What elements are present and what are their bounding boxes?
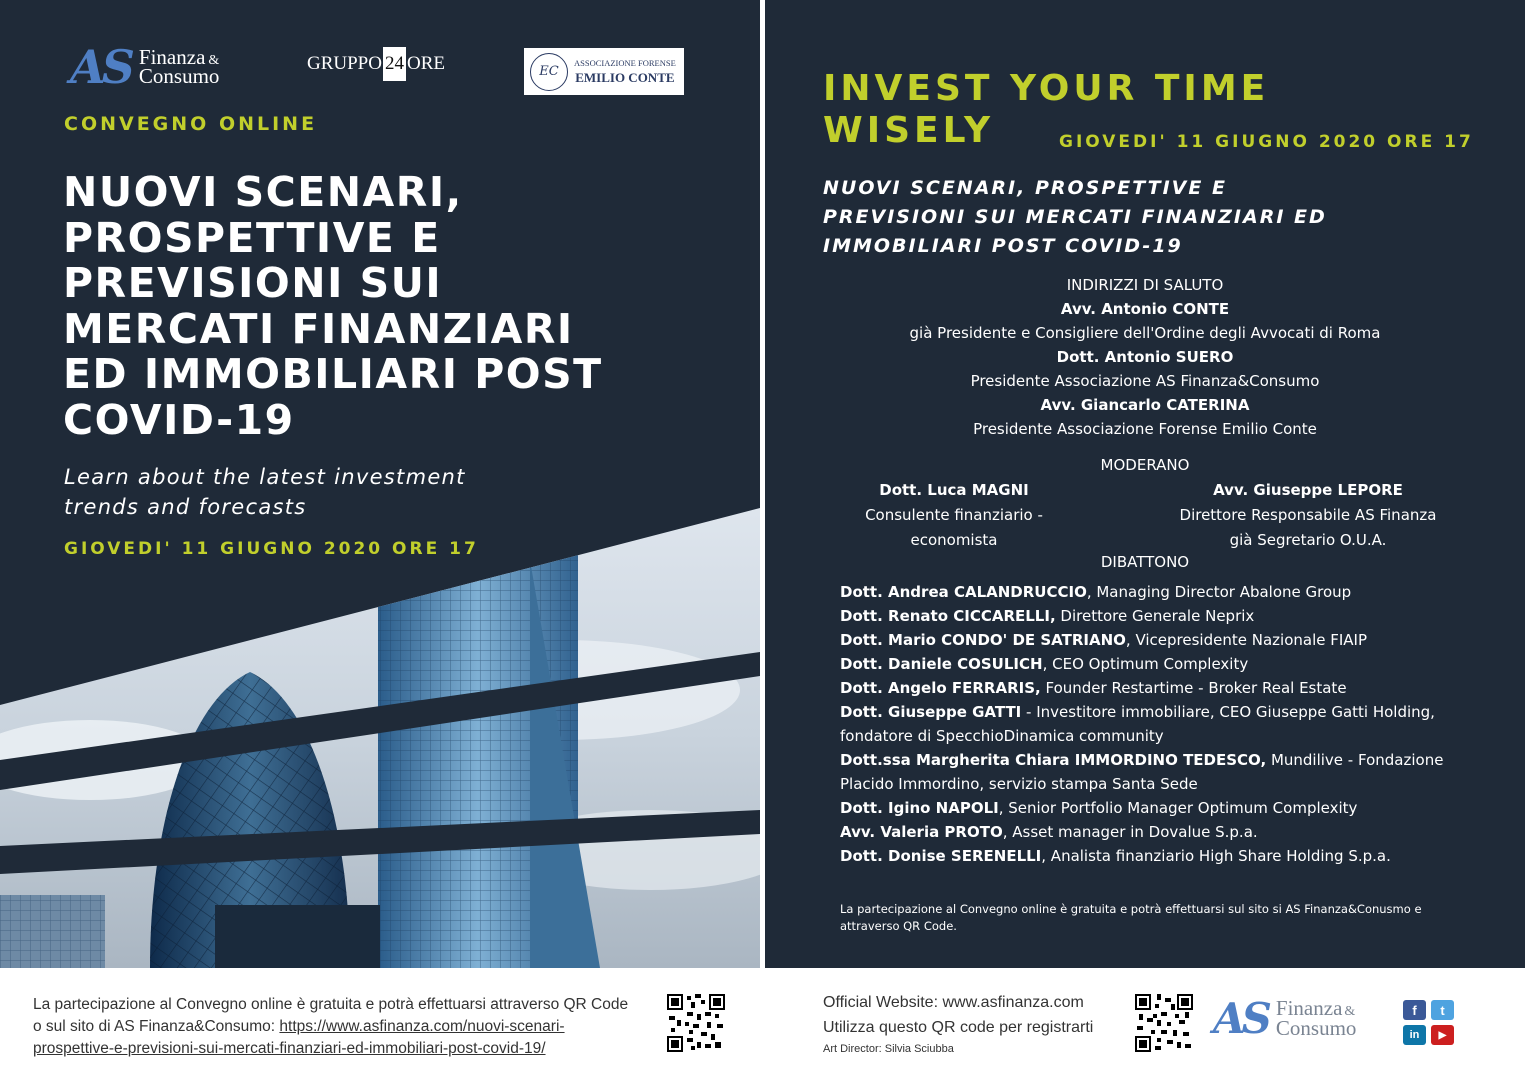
debater-role: , Asset manager in Dovalue S.p.a. (1002, 823, 1258, 841)
debater-role: Mundilive - Fondazione Placido Immordino, servizio stampa Santa Sede (840, 751, 1444, 793)
debater-name: Dott. Giuseppe GATTI (840, 703, 1022, 721)
debater-name: Dott. Angelo FERRARIS, (840, 679, 1041, 697)
right-footer (765, 968, 1525, 1078)
as-logo-line2: Consumo (1275, 1015, 1357, 1040)
debater-role: , Vicepresidente Nazionale FIAIP (1125, 631, 1368, 649)
left-footer-text (33, 994, 663, 1060)
youtube-icon[interactable]: ▶ (1431, 1025, 1454, 1045)
debater-role: Founder Restartime - Broker Real Estate (1040, 679, 1347, 697)
debater-role: , CEO Optimum Complexity (1042, 655, 1249, 673)
official-website[interactable]: Official Website: www.asfinanza.com (823, 994, 1084, 1011)
emilio-logo-line2: EMILIO CONTE (575, 69, 675, 85)
debater-name: Dott.ssa Margherita Chiara IMMORDINO TEDESCO, (840, 751, 1267, 769)
twitter-icon[interactable]: t (1431, 1000, 1454, 1020)
art-director: Art Director: Silvia Sciubba (823, 1043, 954, 1055)
as-logo-line2: Consumo (138, 64, 220, 89)
footer-line: La partecipazione al Convegno online è gratuita e potrà effettuarsi attraverso QR Code (33, 996, 629, 1013)
emilio-conte-logo (524, 48, 684, 95)
greeter-name: Avv. Antonio CONTE (1060, 300, 1230, 318)
gruppo-logo-number: 24 (383, 47, 406, 81)
debater-item (840, 700, 1480, 748)
as-logo-amp: & (1344, 1004, 1356, 1020)
facebook-icon[interactable]: f (1403, 1000, 1426, 1020)
debater-item (840, 628, 1480, 652)
greeter-role: Presidente Associazione AS Finanza&Consumo (970, 372, 1320, 390)
greetings-label: INDIRIZZI DI SALUTO (1066, 276, 1224, 294)
greetings-section (765, 273, 1525, 441)
convegno-kicker: CONVEGNO ONLINE (64, 113, 318, 135)
debaters-label: DIBATTONO (1100, 553, 1190, 571)
debater-item (840, 820, 1480, 844)
qr-hint: Utilizza questo QR code per registrarti (823, 1019, 1094, 1036)
debater-item (840, 676, 1480, 700)
greeter-name: Avv. Giancarlo CATERINA (1040, 396, 1250, 414)
qr-code-icon[interactable] (667, 994, 725, 1052)
debater-item (840, 796, 1480, 820)
registration-link[interactable]: https://www.asfinanza.com/nuovi-scenari- (279, 1018, 565, 1035)
as-logo-line1: Finanza (138, 44, 206, 69)
moderator-name: Avv. Giuseppe LEPORE (1213, 481, 1403, 499)
debater-role: Direttore Generale Neprix (1055, 607, 1255, 625)
greeter-role: già Presidente e Consigliere dell'Ordine degli Avvocati di Roma (909, 324, 1381, 342)
footer-line: o sul sito di AS Finanza&Consumo: (33, 1018, 280, 1035)
debater-item (840, 580, 1480, 604)
invest-heading-line2: WISELY (823, 110, 995, 151)
as-logo-line1: Finanza (1275, 996, 1343, 1021)
as-logo-amp: & (208, 52, 220, 68)
debater-role: , Analista finanziario High Share Holding S.p.a. (1041, 847, 1391, 865)
as-logo-mark: AS (70, 40, 131, 94)
moderators-label: MODERANO (1100, 456, 1190, 474)
debater-name: Dott. Andrea CALANDRUCCIO (840, 583, 1087, 601)
debater-role: - Investitore immobiliare, CEO Giuseppe Gatti Holding, fondatore di SpecchioDinamica community (840, 703, 1435, 745)
participation-note: La partecipazione al Convegno online è gratuita e potrà effettuarsi sul sito si AS Finanza&Conusmo e attraverso QR Code. (840, 902, 1422, 933)
debater-name: Dott. Daniele COSULICH (840, 655, 1043, 673)
left-footer (0, 968, 760, 1078)
emilio-seal-icon: EC (530, 53, 568, 91)
registration-link[interactable]: prospettive-e-previsioni-sui-mercati-finanziari-ed-immobiliari-post-covid-19/ (33, 1040, 546, 1057)
as-logo-mark: AS (1213, 994, 1268, 1043)
event-title: NUOVI SCENARI, PROSPETTIVE E PREVISIONI SUI MERCATI FINANZIARI ED IMMOBILIARI POST COVID-19 (63, 168, 603, 444)
debater-name: Dott. Renato CICCARELLI, (840, 607, 1056, 625)
right-event-date: GIOVEDI' 11 GIUGNO 2020 ORE 17 (1059, 132, 1474, 152)
right-panel (765, 0, 1525, 968)
greeter-role: Presidente Associazione Forense Emilio Conte (973, 420, 1317, 438)
gruppo-logo-pre: GRUPPO (307, 53, 382, 74)
gruppo-logo-post: ORE (406, 53, 445, 74)
debater-item (840, 604, 1480, 628)
moderator-card (1163, 478, 1453, 553)
moderator-role: Direttore Responsabile AS Finanza (1179, 506, 1437, 524)
debater-name: Dott. Igino NAPOLI (840, 799, 999, 817)
invest-heading-line1: INVEST YOUR TIME (823, 68, 1270, 109)
debater-name: Avv. Valeria PROTO (840, 823, 1003, 841)
left-panel (0, 0, 760, 968)
as-finanza-logo (70, 40, 219, 94)
debater-item (840, 748, 1480, 796)
as-finanza-footer-logo (1213, 994, 1356, 1043)
event-subtitle: Learn about the latest investment trends and forecasts (64, 465, 466, 519)
moderator-name: Dott. Luca MAGNI (879, 481, 1029, 499)
moderator-role: Consulente finanziario - (865, 506, 1043, 524)
qr-code-icon[interactable] (1135, 994, 1193, 1052)
debater-item (840, 844, 1480, 868)
gruppo-24-ore-logo (307, 47, 445, 81)
moderator-role: economista (910, 531, 998, 549)
debater-name: Dott. Donise SERENELLI (840, 847, 1042, 865)
greeter-name: Dott. Antonio SUERO (1056, 348, 1234, 366)
moderator-card (829, 478, 1079, 553)
linkedin-icon[interactable]: in (1403, 1025, 1426, 1045)
emilio-logo-line1: ASSOCIAZIONE FORENSE (574, 57, 676, 68)
debater-role: , Managing Director Abalone Group (1086, 583, 1352, 601)
moderator-role: già Segretario O.U.A. (1229, 531, 1387, 549)
debater-role: , Senior Portfolio Manager Optimum Complexity (998, 799, 1358, 817)
right-footer-text (823, 990, 1093, 1058)
event-date: GIOVEDI' 11 GIUGNO 2020 ORE 17 (64, 539, 479, 559)
debater-name: Dott. Mario CONDO' DE SATRIANO (840, 631, 1126, 649)
debaters-list (840, 580, 1480, 868)
right-event-title: NUOVI SCENARI, PROSPETTIVE E PREVISIONI SUI MERCATI FINANZIARI ED IMMOBILIARI POST COVID-19 (823, 177, 1327, 257)
debater-item (840, 652, 1480, 676)
